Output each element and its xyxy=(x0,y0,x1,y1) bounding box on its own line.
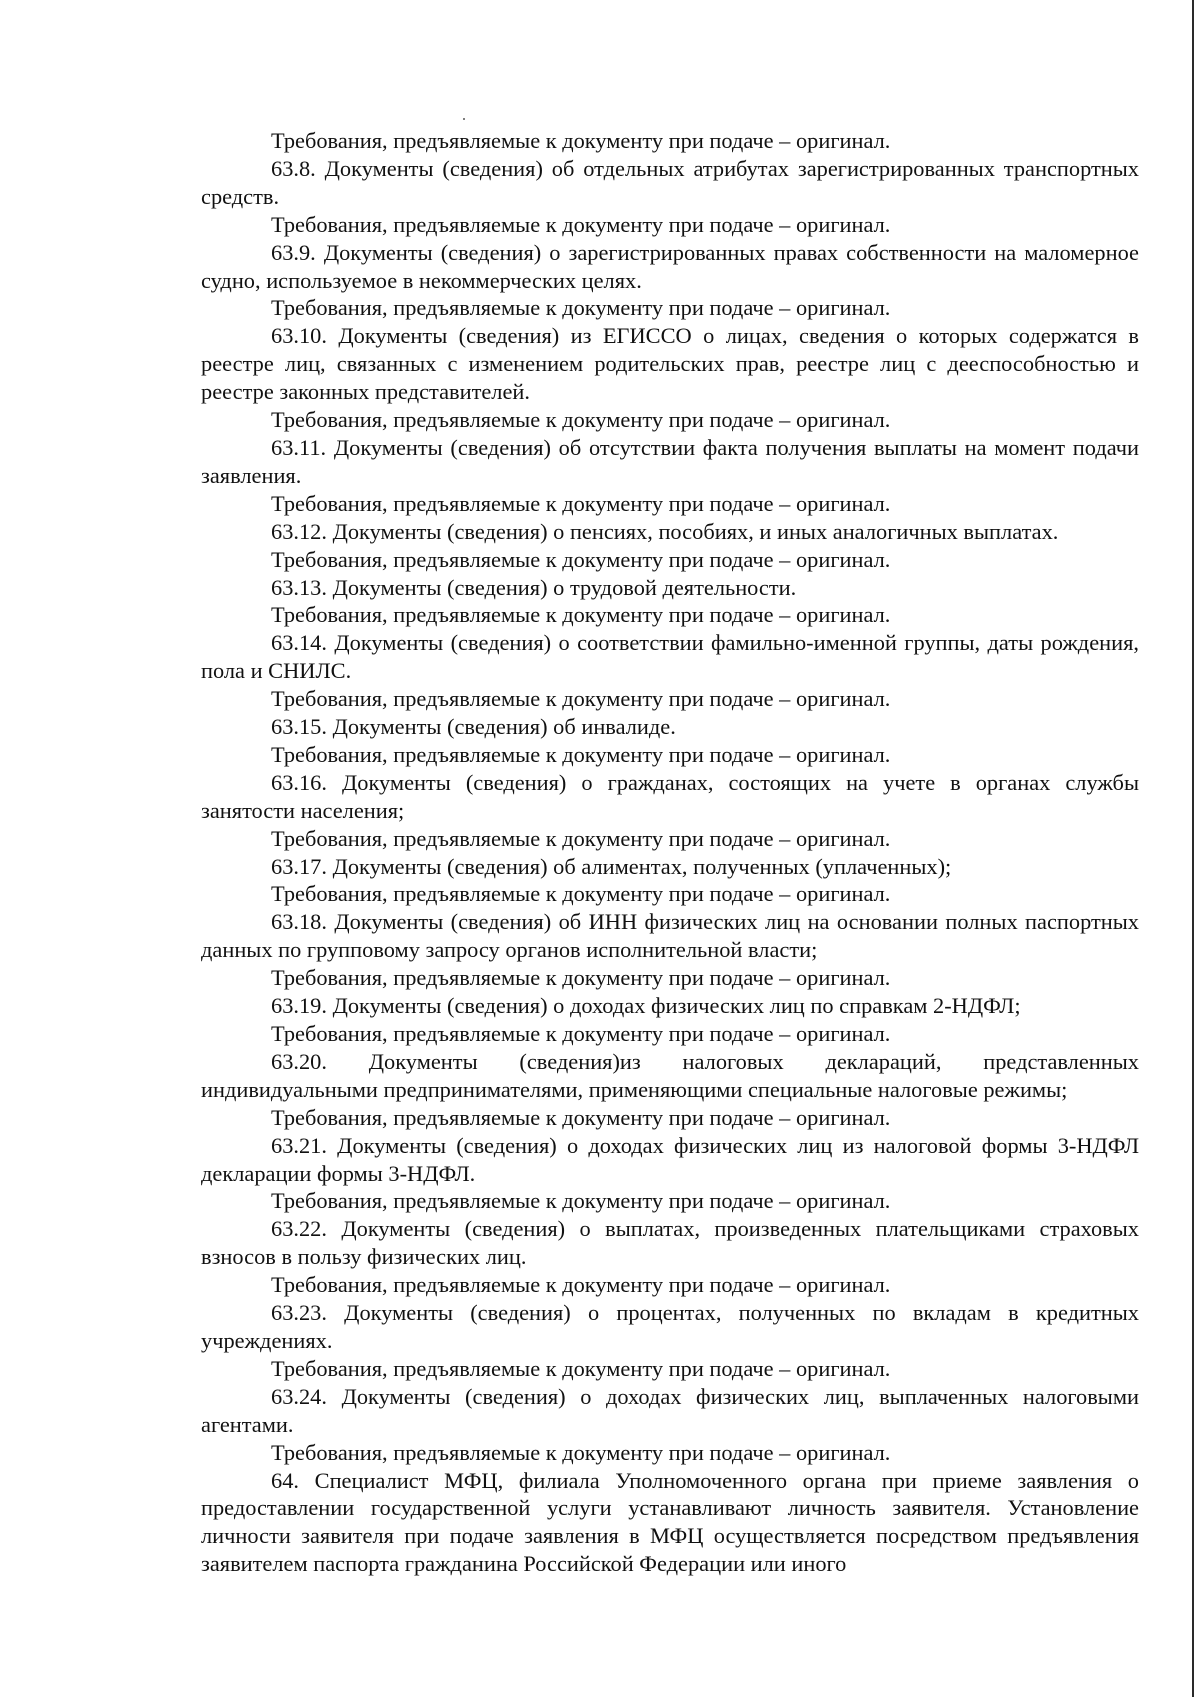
requirement-paragraph: Требования, предъявляемые к документу при подаче – оригинал. xyxy=(271,1355,891,1381)
item-paragraph-63-20: 63.20. Документы (сведения)из налоговых деклараций, представленных индивидуальными предпринимателями, применяющими специальные налоговые режимы; xyxy=(201,1048,1139,1102)
requirement-paragraph: Требования, предъявляемые к документу при подаче – оригинал. xyxy=(271,965,891,991)
item-paragraph-63-15: 63.15. Документы (сведения) об инвалиде. xyxy=(271,714,676,740)
requirement-paragraph: Требования, предъявляемые к документу при подаче – оригинал. xyxy=(271,546,891,572)
item-paragraph-63-22: 63.22. Документы (сведения) о выплатах, произведенных плательщиками страховых взносов в пользу физических лиц. xyxy=(201,1216,1139,1270)
item-paragraph-63-10: 63.10. Документы (сведения) из ЕГИССО о лицах, сведения о которых содержатся в реестре лиц, связанных с изменением родительских прав, реестре лиц с дееспособностью и реестре законных представителей. xyxy=(201,323,1139,405)
requirement-paragraph: Требования, предъявляемые к документу при подаче – оригинал. xyxy=(271,490,891,516)
requirement-paragraph: Требования, предъявляемые к документу при подаче – оригинал. xyxy=(271,295,891,321)
item-paragraph-63-16: 63.16. Документы (сведения) о гражданах, состоящих на учете в органах службы занятости населения; xyxy=(201,769,1139,823)
requirement-paragraph: Требования, предъявляемые к документу при подаче – оригинал. xyxy=(271,1439,891,1465)
requirement-paragraph: Требования, предъявляемые к документу при подаче – оригинал. xyxy=(271,881,891,907)
requirement-paragraph: Требования, предъявляемые к документу при подаче – оригинал. xyxy=(271,407,891,433)
scan-edge-line xyxy=(1192,0,1194,1697)
item-paragraph-63-18: 63.18. Документы (сведения) об ИНН физических лиц на основании полных паспортных данных по групповому запросу органов исполнительной власти; xyxy=(201,909,1139,963)
requirement-paragraph: Требования, предъявляемые к документу при подаче – оригинал. xyxy=(271,1104,891,1130)
requirement-paragraph: Требования, предъявляемые к документу при подаче – оригинал. xyxy=(271,128,891,153)
item-paragraph-63-23: 63.23. Документы (сведения) о процентах, полученных по вкладам в кредитных учреждениях. xyxy=(201,1300,1139,1353)
requirement-paragraph: Требования, предъявляемые к документу при подаче – оригинал. xyxy=(271,741,891,767)
requirement-paragraph: Требования, предъявляемые к документу при подаче – оригинал. xyxy=(271,602,891,628)
item-paragraph-63-13: 63.13. Документы (сведения) о трудовой деятельности. xyxy=(271,574,797,600)
requirement-paragraph: Требования, предъявляемые к документу при подаче – оригинал. xyxy=(271,1272,891,1298)
item-paragraph-63-11: 63.11. Документы (сведения) об отсутствии факта получения выплаты на момент подачи заявления. xyxy=(201,434,1139,488)
item-paragraph-63-12: 63.12. Документы (сведения) о пенсиях, пособиях, и иных аналогичных выплатах. xyxy=(271,518,1059,544)
requirement-paragraph: Требования, предъявляемые к документу при подаче – оригинал. xyxy=(271,825,891,851)
requirement-paragraph: Требования, предъявляемые к документу при подаче – оригинал. xyxy=(271,211,891,237)
requirement-paragraph: Требования, предъявляемые к документу при подаче – оригинал. xyxy=(271,1021,891,1046)
item-paragraph-63-24: 63.24. Документы (сведения) о доходах физических лиц, выплаченных налоговыми агентами. xyxy=(201,1383,1139,1437)
item-paragraph-64: 64. Специалист МФЦ, филиала Уполномоченного органа при приеме заявления о предоставлении государственной услуги устанавливают личность заявителя. Установление личности заявителя при подаче заявления в МФЦ осуществляется посредством предъявления заявителем паспорта гражданина Российской Федерации или иного xyxy=(201,1467,1139,1577)
item-paragraph-63-8: 63.8. Документы (сведения) об отдельных атрибутах зарегистрированных транспортных средств. xyxy=(201,155,1139,209)
item-paragraph-63-17: 63.17. Документы (сведения) об алиментах, полученных (уплаченных); xyxy=(271,853,952,879)
item-paragraph-63-9: 63.9. Документы (сведения) о зарегистрированных правах собственности на маломерное судно, используемое в некоммерческих целях. xyxy=(201,239,1139,293)
requirement-paragraph: Требования, предъявляемые к документу при подаче – оригинал. xyxy=(271,686,891,712)
item-paragraph-63-21: 63.21. Документы (сведения) о доходах физических лиц из налоговой формы 3-НДФЛ декларации формы 3-НДФЛ. xyxy=(201,1132,1139,1186)
scan-speck xyxy=(463,118,465,120)
document-body xyxy=(201,127,1139,1578)
item-paragraph-63-14: 63.14. Документы (сведения) о соответствии фамильно-именной группы, даты рождения, пола и СНИЛС. xyxy=(201,630,1139,684)
item-paragraph-63-19: 63.19. Документы (сведения) о доходах физических лиц по справкам 2-НДФЛ; xyxy=(271,993,1021,1019)
requirement-paragraph: Требования, предъявляемые к документу при подаче – оригинал. xyxy=(271,1188,891,1214)
